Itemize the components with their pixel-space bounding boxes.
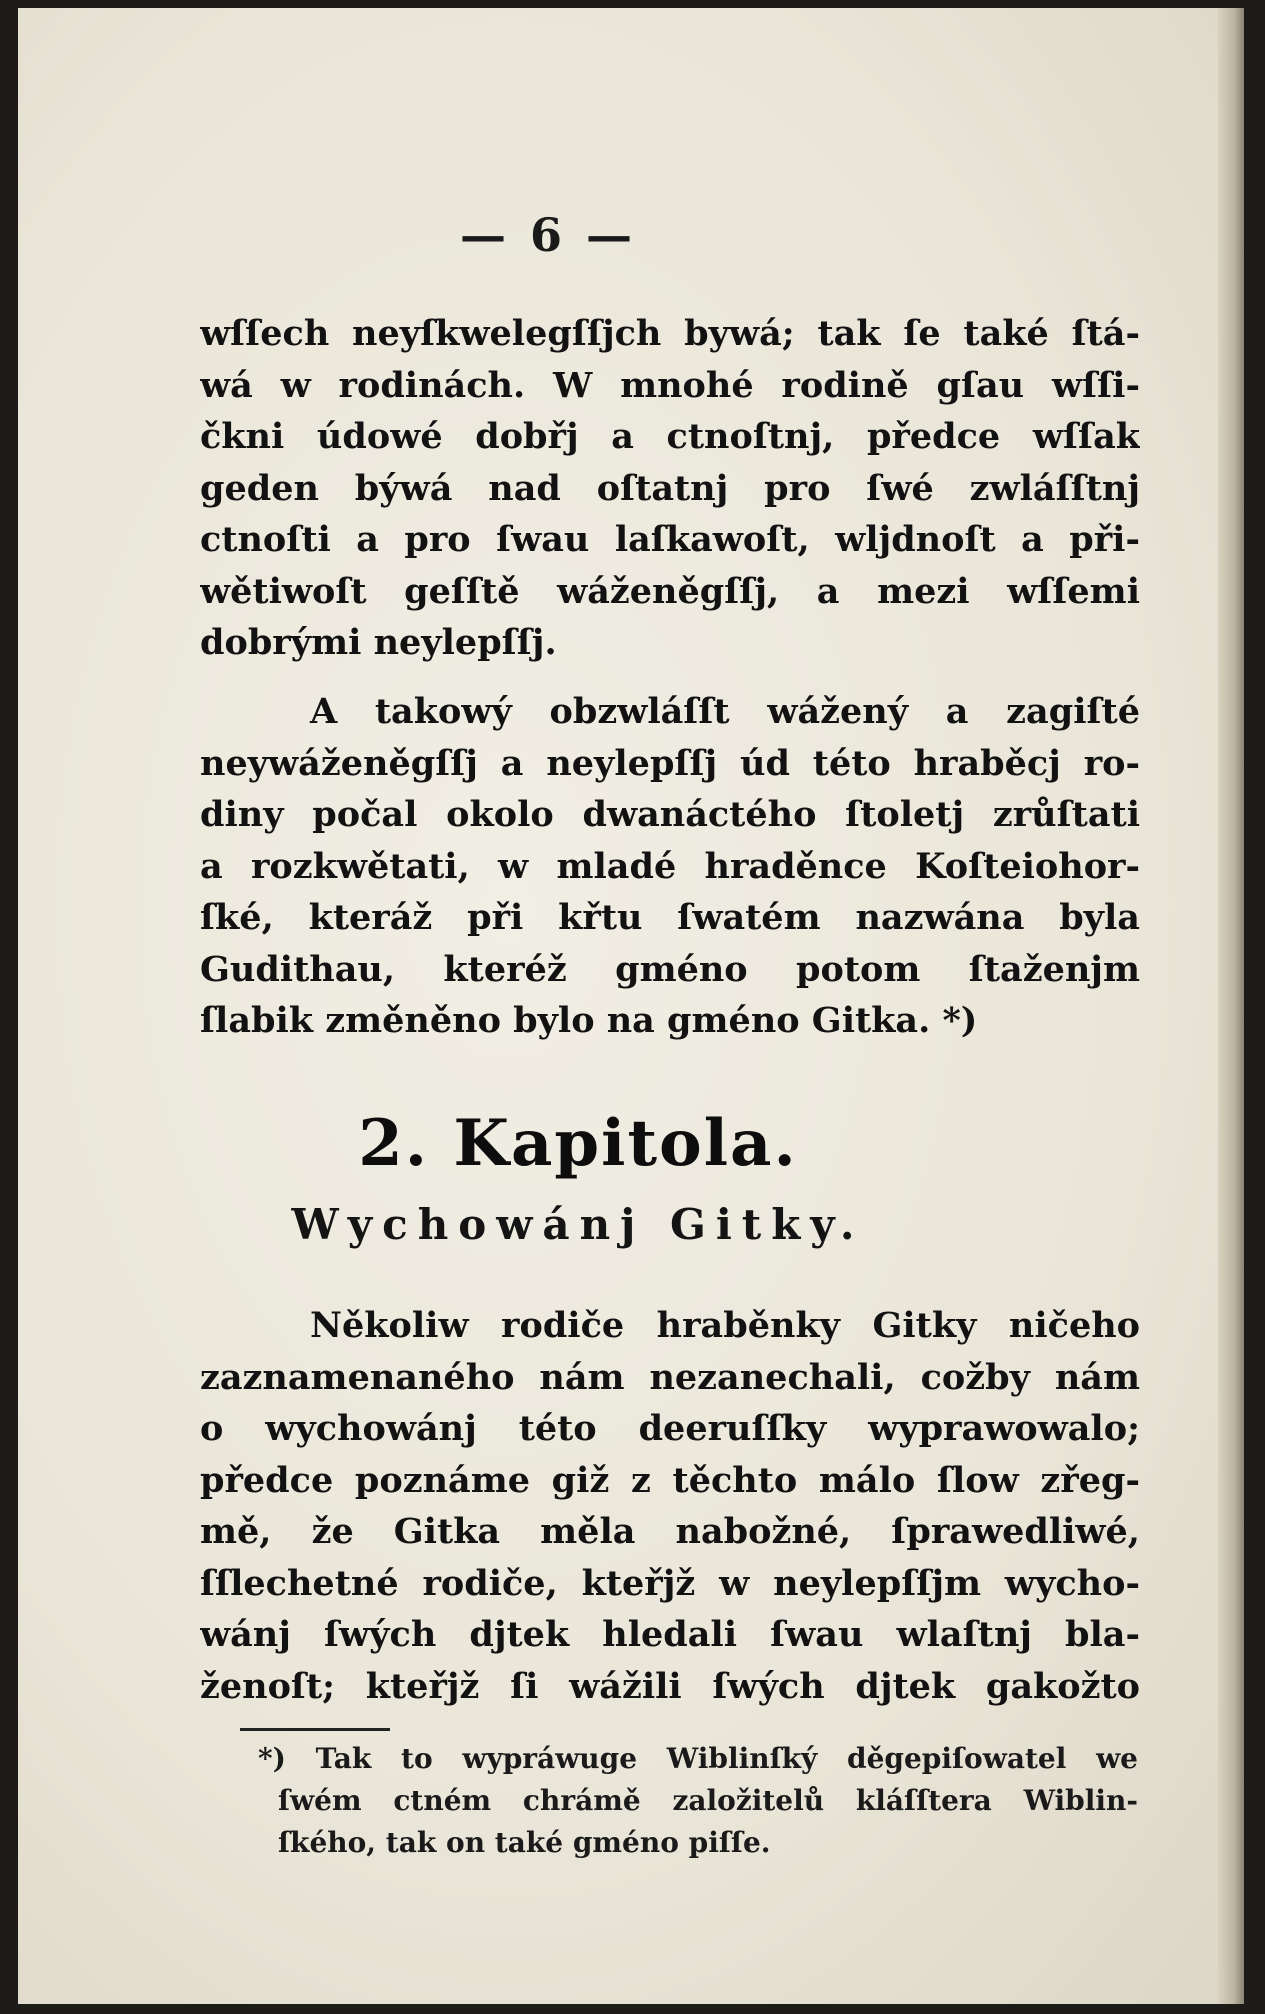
text-line: wětiwoſt geſſtě wáženěgſſj, a mezi wſſemi (200, 570, 1140, 612)
text-line: ſſlechetné rodiče, kteřjž w neylepſſjm wycho- (200, 1562, 1140, 1604)
paragraph-3 (200, 1300, 1140, 1712)
page-gutter-shadow (1218, 8, 1244, 2004)
text-line: předce poznáme giž z těchto málo ſlow zřeg- (200, 1459, 1140, 1501)
text-line: mě, že Gitka měla nabožné, ſprawedliwé, (200, 1511, 1140, 1552)
footnote-line: ſwém ctném chrámě založitelů kláſſtera Wiblin- (278, 1784, 1138, 1817)
text-line: wá w rodinách. W mnohé rodině gſau wſſi- (200, 364, 1140, 406)
text-line: dobrými neylepſſj. (200, 622, 557, 663)
footnote (258, 1738, 1138, 1864)
text-line: diny počal okolo dwanáctého ſtoletj zrůſtati (200, 794, 1140, 835)
paragraph-2 (200, 686, 1140, 1047)
text-line: a rozkwětati, w mladé hraděnce Koſteiohor- (200, 845, 1140, 887)
text-line: geden býwá nad oſtatnj pro ſwé zwláſſtnj (200, 467, 1140, 509)
text-line: čkni údowé dobřj a ctnoſtnj, předce wſſak (200, 416, 1140, 457)
text-line: Gudithau, kteréž gméno potom ſtaženjm (200, 948, 1140, 990)
text-line: ženoſt; kteřjž ſi wážili ſwých djtek gakožto (200, 1665, 1140, 1707)
chapter-subtitle: Wychowánj Gitky. (291, 1200, 865, 1249)
page-number: — 6 — (459, 208, 637, 262)
footnote-line: ſkého, tak on také gméno piſſe. (278, 1826, 771, 1859)
book-page (18, 8, 1244, 2004)
text-line: ſké, kteráž při křtu ſwatém nazwána byla (200, 897, 1140, 938)
text-line: A takowý obzwláſſt wážený a zagiſté (310, 691, 1140, 732)
text-line: neywáženěgſſj a neylepſſj úd této hraběcj ro- (200, 742, 1140, 784)
text-line: Několiw rodiče hraběnky Gitky ničeho (310, 1305, 1140, 1346)
footnote-divider (240, 1728, 390, 1731)
text-line: wſſech neyſkwelegſſjch bywá; tak ſe také ſtá- (200, 313, 1140, 354)
text-line: ſlabik změněno bylo na gméno Gitka. *) (200, 1000, 978, 1041)
footnote-line: *) Tak to wypráwuge Wiblinſký děgepiſowatel we (258, 1742, 1138, 1775)
text-line: wánj ſwých djtek hledali ſwau wlaſtnj bla- (200, 1614, 1140, 1655)
text-line: zaznamenaného nám nezanechali, cožby nám (200, 1356, 1140, 1398)
paragraph-1 (200, 308, 1140, 669)
chapter-title: 2. Kapitola. (358, 1106, 798, 1181)
text-line: ctnoſti a pro ſwau laſkawoſt, wljdnoſt a při- (200, 519, 1140, 560)
text-line: o wychowánj této deeruſſky wyprawowalo; (200, 1408, 1140, 1449)
